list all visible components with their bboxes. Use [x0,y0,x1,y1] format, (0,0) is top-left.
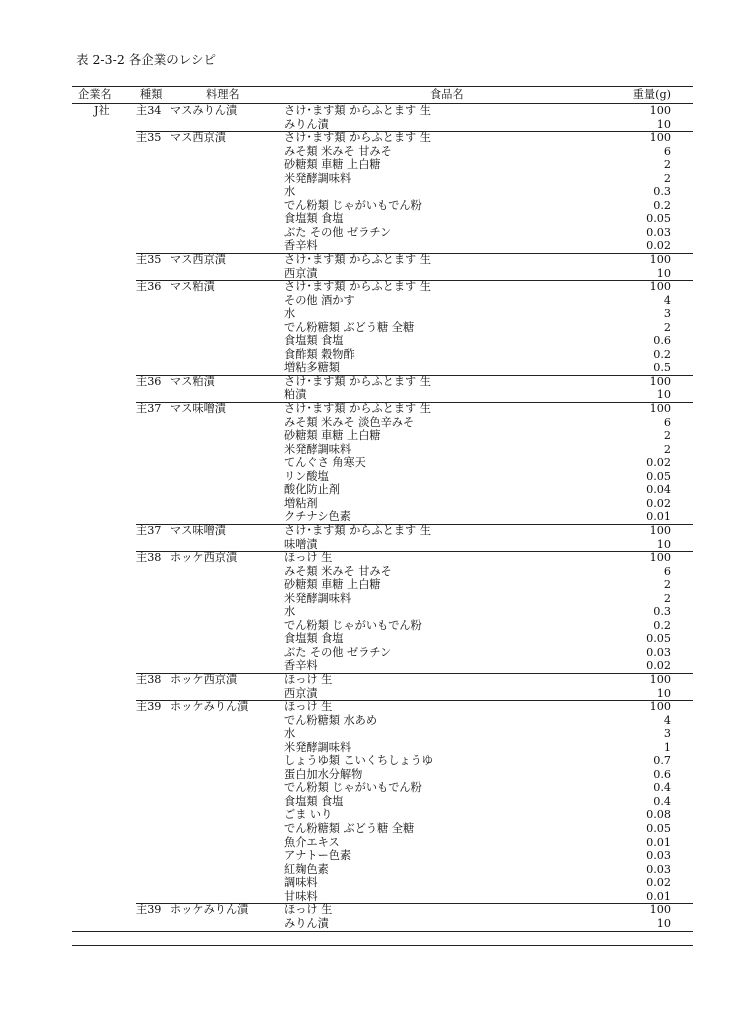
food-cell: さけ･ます類 からふとます 生 [284,280,431,294]
dish-cell: ホッケ西京漬 [170,551,238,565]
table-row [72,578,693,592]
type-cell: 主37 [136,523,162,537]
food-cell: ほっけ 生 [284,903,333,917]
dish-cell: マス味噌漬 [170,523,226,537]
header-dish: 料理名 [206,88,240,101]
food-cell: 水 [284,605,296,619]
weight-cell: 100 [649,551,671,565]
weight-cell: 100 [649,374,671,388]
table-row [72,659,693,673]
table-row [72,903,693,917]
weight-cell: 0.7 [653,754,671,768]
weight-cell: 0.4 [653,794,671,808]
food-cell: 食酢類 穀物酢 [284,347,355,361]
type-cell: 主38 [136,672,162,686]
dish-cell: マス粕漬 [170,280,215,294]
food-cell: みりん漬 [284,117,329,131]
type-cell: 主38 [136,551,162,565]
weight-cell: 6 [663,564,671,578]
table-row [72,592,693,606]
table-row [72,551,693,565]
table-row [72,483,693,497]
recipe-group [72,104,693,131]
dish-cell: ホッケみりん漬 [170,903,249,917]
food-cell: 砂糖類 車糖 上白糖 [284,429,381,443]
food-cell: ほっけ 生 [284,672,333,686]
weight-cell: 0.03 [646,849,671,863]
food-cell: 香辛料 [284,239,318,253]
dish-cell: ホッケ西京漬 [170,672,238,686]
weight-cell: 0.02 [646,239,671,253]
table-row [72,822,693,836]
table-row [72,429,693,443]
food-cell: 食塩類 食塩 [284,212,344,226]
table-row [72,741,693,755]
table-row [72,538,693,552]
weight-cell: 0.03 [646,225,671,239]
food-cell: 増粘剤 [284,496,318,510]
table-row [72,158,693,172]
weight-cell: 0.01 [646,889,671,903]
recipe-group [72,253,693,280]
food-cell: でん粉糖類 ぶどう糖 全糖 [284,821,415,835]
recipe-group [72,375,693,402]
food-cell: さけ･ます類 からふとます 生 [284,523,431,537]
food-cell: 米発酵調味料 [284,442,352,456]
weight-cell: 100 [649,523,671,537]
food-cell: 米発酵調味料 [284,591,352,605]
dish-cell: マス西京漬 [170,253,226,267]
weight-cell: 100 [649,104,671,117]
table-row [72,199,693,213]
food-cell: 紅麹色素 [284,862,329,876]
weight-cell: 0.02 [646,496,671,510]
weight-cell: 4 [663,713,671,727]
food-cell: でん粉糖類 ぶどう糖 全糖 [284,320,415,334]
table-row [72,524,693,538]
food-cell: 水 [284,307,296,321]
weight-cell: 2 [663,171,671,185]
table-row [72,836,693,850]
food-cell: さけ･ます類 からふとます 生 [284,374,431,388]
table-row [72,768,693,782]
food-cell: 食塩類 食塩 [284,334,344,348]
food-cell: ぶた その他 ゼラチン [284,225,392,239]
type-cell: 主39 [136,700,162,714]
table-row [72,307,693,321]
food-cell: 食塩類 食塩 [284,632,344,646]
weight-cell: 1 [663,740,671,754]
weight-cell: 2 [663,429,671,443]
table-row [72,673,693,687]
table-row [72,267,693,281]
weight-cell: 0.4 [653,781,671,795]
table-bottom-rule-lower [72,945,693,946]
recipe-group [72,551,693,673]
food-cell: さけ･ます類 からふとます 生 [284,104,431,117]
weight-cell: 0.02 [646,456,671,470]
food-cell: しょうゆ類 こいくちしょうゆ [284,754,433,768]
table-row [72,646,693,660]
table-row [72,212,693,226]
food-cell: でん粉類 じゃがいもでん粉 [284,781,422,795]
recipe-group [72,402,693,524]
weight-cell: 100 [649,700,671,714]
weight-cell: 0.05 [646,212,671,226]
weight-cell: 0.08 [646,808,671,822]
table-row [72,632,693,646]
table-row [72,863,693,877]
food-cell: でん粉類 じゃがいもでん粉 [284,618,422,632]
recipe-group [72,700,693,903]
table-row [72,145,693,159]
weight-cell: 2 [663,320,671,334]
food-cell: みそ類 米みそ 淡色辛みそ [284,415,415,429]
weight-cell: 100 [649,672,671,686]
table-row [72,361,693,375]
food-cell: 水 [284,727,296,741]
type-cell: 主36 [136,280,162,294]
food-cell: てんぐさ 角寒天 [284,456,366,470]
table-row [72,388,693,402]
type-cell: 主36 [136,374,162,388]
type-cell: 主35 [136,131,162,145]
weight-cell: 10 [656,266,671,280]
table-row [72,334,693,348]
table-row [72,226,693,240]
table-row [72,470,693,484]
food-cell: みりん漬 [284,916,329,930]
table-row [72,510,693,524]
table-body [72,104,693,930]
type-cell: 主39 [136,903,162,917]
recipe-group [72,673,693,700]
dish-cell: マス味噌漬 [170,402,226,416]
weight-cell: 0.3 [653,185,671,199]
weight-cell: 0.6 [653,334,671,348]
weight-cell: 0.3 [653,605,671,619]
weight-cell: 0.04 [646,483,671,497]
table-row [72,348,693,362]
table-row [72,605,693,619]
table-row [72,890,693,904]
food-cell: 調味料 [284,876,318,890]
weight-cell: 0.05 [646,632,671,646]
table-row [72,700,693,714]
type-cell: 主37 [136,402,162,416]
weight-cell: 4 [663,293,671,307]
food-cell: 西京漬 [284,686,318,700]
table-row [72,727,693,741]
table-row [72,104,693,118]
weight-cell: 6 [663,144,671,158]
recipe-group [72,280,693,375]
food-cell: 甘味料 [284,889,318,903]
weight-cell: 3 [663,307,671,321]
food-cell: さけ･ます類 からふとます 生 [284,131,431,145]
food-cell: 香辛料 [284,659,318,673]
weight-cell: 10 [656,686,671,700]
food-cell: 蛋白加水分解物 [284,767,363,781]
table-row [72,443,693,457]
table-row [72,917,693,931]
food-cell: 西京漬 [284,266,318,280]
weight-cell: 0.2 [653,347,671,361]
weight-cell: 0.05 [646,469,671,483]
weight-cell: 0.05 [646,821,671,835]
food-cell: 水 [284,185,296,199]
table-row [72,619,693,633]
weight-cell: 0.03 [646,645,671,659]
food-cell: ごま いり [284,808,333,822]
header-food: 食品名 [430,88,464,101]
weight-cell: 10 [656,117,671,131]
dish-cell: マスみりん漬 [170,104,238,117]
weight-cell: 0.2 [653,198,671,212]
food-cell: リン酸塩 [284,469,329,483]
weight-cell: 3 [663,727,671,741]
table-row [72,185,693,199]
recipe-table [72,86,693,930]
table-row [72,687,693,701]
weight-cell: 100 [649,903,671,917]
food-cell: みそ類 米みそ 甘みそ [284,564,392,578]
food-cell: 米発酵調味料 [284,740,352,754]
company-cell: J社 [94,104,110,117]
food-cell: クチナシ色素 [284,510,351,524]
food-cell: みそ類 米みそ 甘みそ [284,144,392,158]
table-row [72,714,693,728]
weight-cell: 2 [663,578,671,592]
table-row [72,131,693,145]
table-row [72,565,693,579]
dish-cell: マス粕漬 [170,374,215,388]
weight-cell: 0.2 [653,618,671,632]
table-row [72,456,693,470]
table-title: 表 2-3-2 各企業のレシピ [76,52,216,67]
table-row [72,239,693,253]
weight-cell: 0.03 [646,862,671,876]
food-cell: さけ･ます類 からふとます 生 [284,402,431,416]
weight-cell: 6 [663,415,671,429]
weight-cell: 0.02 [646,659,671,673]
weight-cell: 10 [656,916,671,930]
table-row [72,497,693,511]
food-cell: 砂糖類 車糖 上白糖 [284,158,381,172]
table-row [72,172,693,186]
food-cell: ぶた その他 ゼラチン [284,645,392,659]
table-row [72,253,693,267]
recipe-group [72,524,693,551]
table-row [72,781,693,795]
food-cell: ほっけ 生 [284,700,333,714]
weight-cell: 0.01 [646,510,671,524]
type-cell: 主35 [136,253,162,267]
type-cell: 主34 [136,104,162,117]
table-row [72,294,693,308]
food-cell: その他 酒かす [284,293,355,307]
food-cell: 砂糖類 車糖 上白糖 [284,578,381,592]
food-cell: 味噌漬 [284,537,318,551]
table-row [72,876,693,890]
table-row [72,402,693,416]
header-weight: 重量(g) [632,88,671,101]
table-bottom-rule [72,931,693,932]
header-type: 種類 [140,88,163,101]
weight-cell: 0.5 [653,361,671,375]
header-company: 企業名 [78,88,112,101]
weight-cell: 100 [649,253,671,267]
table-row [72,849,693,863]
food-cell: 酸化防止剤 [284,483,340,497]
recipe-group [72,131,693,253]
dish-cell: ホッケみりん漬 [170,700,249,714]
table-row [72,808,693,822]
recipe-group [72,903,693,930]
weight-cell: 0.6 [653,767,671,781]
food-cell: 増粘多糖類 [284,361,340,375]
dish-cell: マス西京漬 [170,131,226,145]
weight-cell: 100 [649,280,671,294]
weight-cell: 2 [663,158,671,172]
food-cell: 食塩類 食塩 [284,794,344,808]
food-cell: でん粉類 じゃがいもでん粉 [284,198,422,212]
food-cell: 粕漬 [284,388,307,402]
weight-cell: 0.01 [646,835,671,849]
weight-cell: 2 [663,591,671,605]
table-row [72,118,693,132]
table-header-row [72,86,693,104]
food-cell: アナトー色素 [284,849,352,863]
weight-cell: 100 [649,131,671,145]
table-row [72,375,693,389]
weight-cell: 10 [656,388,671,402]
table-row [72,795,693,809]
food-cell: ほっけ 生 [284,551,333,565]
food-cell: 魚介エキス [284,835,340,849]
weight-cell: 0.02 [646,876,671,890]
food-cell: でん粉糖類 水あめ [284,713,378,727]
food-cell: さけ･ます類 からふとます 生 [284,253,431,267]
weight-cell: 10 [656,537,671,551]
table-row [72,416,693,430]
weight-cell: 100 [649,402,671,416]
food-cell: 米発酵調味料 [284,171,352,185]
weight-cell: 2 [663,442,671,456]
table-row [72,280,693,294]
table-row [72,321,693,335]
table-row [72,754,693,768]
